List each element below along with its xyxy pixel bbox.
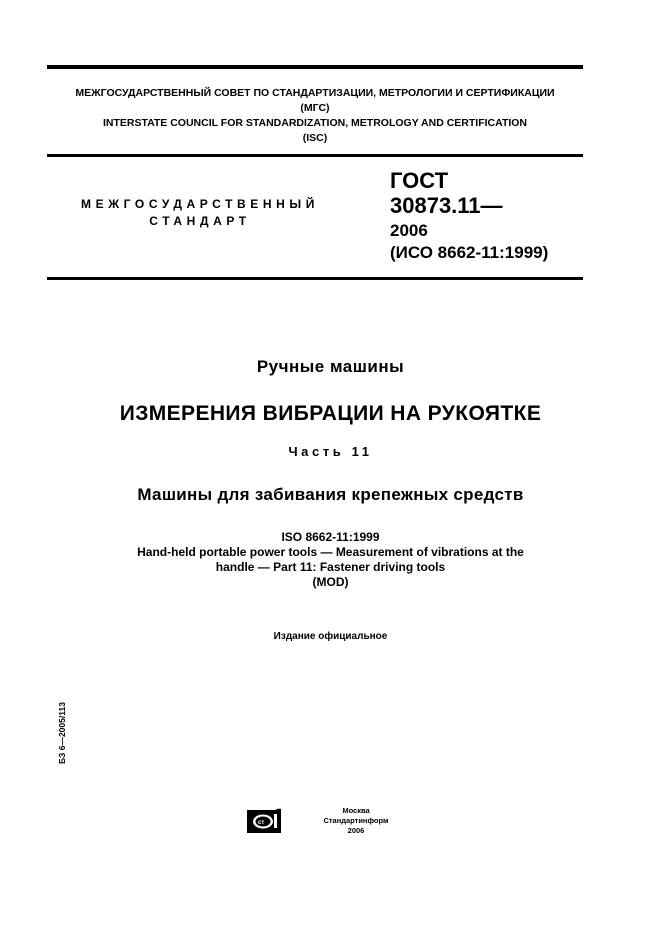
title-part: Часть 11 bbox=[288, 444, 373, 459]
top-rule bbox=[47, 65, 583, 69]
standard-kind bbox=[60, 196, 340, 230]
edition-label: Издание официальное bbox=[273, 631, 388, 642]
title-group: Ручные машины bbox=[256, 357, 405, 376]
gost-year: 2006 bbox=[390, 221, 428, 240]
publisher-year: 2006 bbox=[347, 826, 365, 835]
gost-label: ГОСТ bbox=[390, 168, 449, 193]
council-header bbox=[47, 86, 583, 146]
standard-kind-line2: СТАНДАРТ bbox=[149, 214, 251, 228]
side-code-text: БЗ 6—2005/113 bbox=[57, 702, 67, 764]
publisher-city: Москва bbox=[342, 806, 370, 815]
publisher-name: Стандартинформ bbox=[323, 816, 389, 825]
council-ru-name: МЕЖГОСУДАРСТВЕННЫЙ СОВЕТ ПО СТАНДАРТИЗАЦИИ, МЕТРОЛОГИИ И СЕРТИФИКАЦИИ bbox=[75, 87, 555, 99]
gost-number: 30873.11— bbox=[390, 193, 503, 218]
svg-text:ст: ст bbox=[258, 820, 265, 826]
iso-code: ISO 8662-11:1999 bbox=[281, 530, 380, 544]
iso-title-line2: handle — Part 11: Fastener driving tools bbox=[215, 560, 446, 574]
standard-kind-line1: МЕЖГОСУДАРСТВЕННЫЙ bbox=[81, 197, 319, 211]
header-rule bbox=[47, 154, 583, 157]
council-en-abbr: (ISC) bbox=[302, 132, 328, 144]
side-code bbox=[49, 690, 69, 780]
standartinform-logo-icon bbox=[247, 808, 284, 834]
council-en-name: INTERSTATE COUNCIL FOR STANDARDIZATION, METROLOGY AND CERTIFICATION bbox=[102, 117, 528, 129]
title-subtitle: Машины для забивания крепежных средств bbox=[137, 485, 524, 504]
gost-iso-reference: (ИСО 8662-11:1999) bbox=[390, 243, 549, 262]
iso-title-line1: Hand-held portable power tools — Measurement of vibrations at the bbox=[137, 545, 524, 559]
gost-designation bbox=[390, 168, 548, 264]
designation-rule bbox=[47, 277, 583, 280]
iso-reference-block bbox=[0, 530, 661, 590]
iso-mod: (MOD) bbox=[312, 575, 349, 589]
title-main: ИЗМЕРЕНИЯ ВИБРАЦИИ НА РУКОЯТКЕ bbox=[119, 402, 542, 425]
publisher-imprint bbox=[318, 806, 394, 836]
council-ru-abbr: (МГС) bbox=[300, 102, 330, 114]
